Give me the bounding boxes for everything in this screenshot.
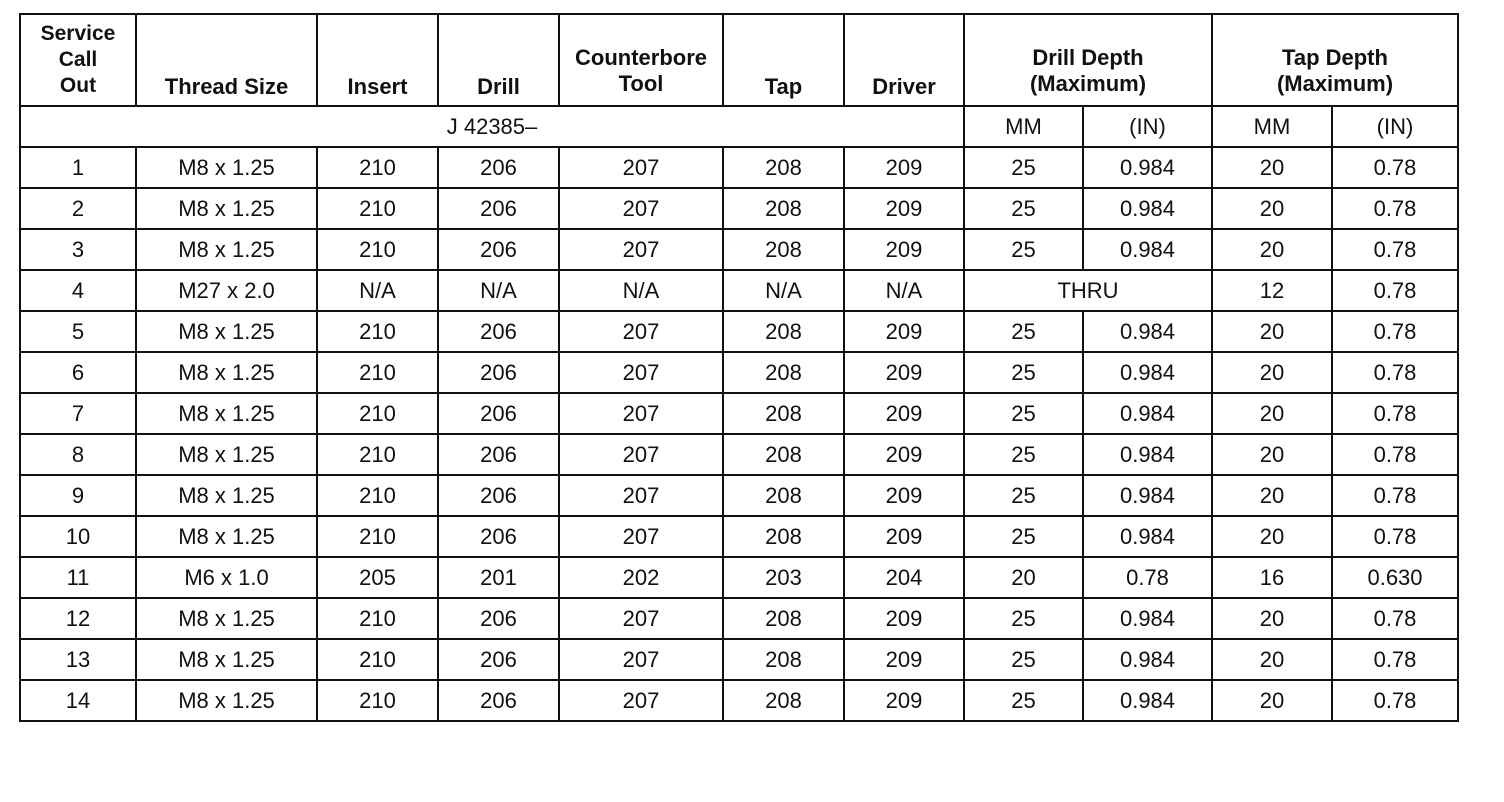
counterbore-cell: 207 bbox=[559, 434, 723, 475]
table-row bbox=[20, 680, 1458, 721]
drill-depth-mm-cell: 25 bbox=[964, 516, 1083, 557]
header-driver: Driver bbox=[844, 14, 964, 106]
table-row bbox=[20, 434, 1458, 475]
tap-depth-mm-cell: 20 bbox=[1212, 434, 1332, 475]
call-out-cell: 2 bbox=[20, 188, 136, 229]
tap-depth-in-cell: 0.78 bbox=[1332, 434, 1458, 475]
call-out-cell: 12 bbox=[20, 598, 136, 639]
thread-size-cell: M8 x 1.25 bbox=[136, 434, 317, 475]
insert-cell: 210 bbox=[317, 680, 438, 721]
table-row bbox=[20, 352, 1458, 393]
call-out-cell: 9 bbox=[20, 475, 136, 516]
tap-cell: 208 bbox=[723, 434, 844, 475]
drill-cell: 206 bbox=[438, 598, 559, 639]
drill-depth-in-cell: 0.984 bbox=[1083, 639, 1212, 680]
counterbore-cell: 207 bbox=[559, 188, 723, 229]
header-service-line-2: Call bbox=[58, 48, 98, 71]
drill-cell: 206 bbox=[438, 311, 559, 352]
thread-size-cell: M27 x 2.0 bbox=[136, 270, 317, 311]
drill-cell: 206 bbox=[438, 639, 559, 680]
drill-depth-in-cell: 0.984 bbox=[1083, 352, 1212, 393]
header-tap: Tap bbox=[723, 14, 844, 106]
drill-cell: 206 bbox=[438, 229, 559, 270]
header-drill-depth-line-2: (Maximum) bbox=[1029, 71, 1147, 96]
tap-depth-in-cell: 0.78 bbox=[1332, 680, 1458, 721]
drill-depth-in-cell: 0.984 bbox=[1083, 680, 1212, 721]
insert-cell: 210 bbox=[317, 516, 438, 557]
drill-depth-in-unit: (IN) bbox=[1083, 106, 1212, 147]
table-row bbox=[20, 393, 1458, 434]
thread-size-cell: M8 x 1.25 bbox=[136, 516, 317, 557]
insert-cell: N/A bbox=[317, 270, 438, 311]
thread-size-cell: M8 x 1.25 bbox=[136, 147, 317, 188]
drill-depth-mm-cell: 25 bbox=[964, 352, 1083, 393]
header-tap-depth-line-1: Tap Depth bbox=[1282, 45, 1388, 70]
drill-depth-in-cell: 0.984 bbox=[1083, 393, 1212, 434]
thread-size-cell: M8 x 1.25 bbox=[136, 598, 317, 639]
tap-depth-in-cell: 0.78 bbox=[1332, 516, 1458, 557]
drill-depth-mm-cell: 25 bbox=[964, 188, 1083, 229]
drill-depth-mm-cell: 25 bbox=[964, 639, 1083, 680]
drill-depth-in-cell: 0.984 bbox=[1083, 516, 1212, 557]
insert-cell: 210 bbox=[317, 188, 438, 229]
call-out-cell: 10 bbox=[20, 516, 136, 557]
drill-depth-thru-cell: THRU bbox=[964, 270, 1212, 311]
table-row bbox=[20, 557, 1458, 598]
drill-cell: 206 bbox=[438, 475, 559, 516]
drill-depth-mm-cell: 25 bbox=[964, 229, 1083, 270]
tap-depth-in-cell: 0.78 bbox=[1332, 639, 1458, 680]
drill-depth-mm-cell: 25 bbox=[964, 475, 1083, 516]
drill-depth-mm-cell: 25 bbox=[964, 680, 1083, 721]
driver-cell: 209 bbox=[844, 311, 964, 352]
insert-cell: 210 bbox=[317, 598, 438, 639]
tap-depth-in-cell: 0.78 bbox=[1332, 598, 1458, 639]
header-insert: Insert bbox=[317, 14, 438, 106]
tap-cell: 208 bbox=[723, 147, 844, 188]
tap-depth-mm-cell: 12 bbox=[1212, 270, 1332, 311]
thread-size-cell: M6 x 1.0 bbox=[136, 557, 317, 598]
header-row bbox=[20, 14, 1458, 106]
tap-depth-in-cell: 0.78 bbox=[1332, 229, 1458, 270]
header-drill: Drill bbox=[438, 14, 559, 106]
driver-cell: N/A bbox=[844, 270, 964, 311]
drill-depth-in-cell: 0.984 bbox=[1083, 434, 1212, 475]
drill-cell: 206 bbox=[438, 188, 559, 229]
tap-depth-mm-cell: 20 bbox=[1212, 639, 1332, 680]
driver-cell: 209 bbox=[844, 475, 964, 516]
drill-depth-in-cell: 0.984 bbox=[1083, 147, 1212, 188]
tap-cell: 208 bbox=[723, 188, 844, 229]
driver-cell: 209 bbox=[844, 639, 964, 680]
thread-size-cell: M8 x 1.25 bbox=[136, 311, 317, 352]
tap-depth-mm-cell: 20 bbox=[1212, 188, 1332, 229]
insert-cell: 210 bbox=[317, 311, 438, 352]
drill-cell: 206 bbox=[438, 516, 559, 557]
tap-cell: 208 bbox=[723, 598, 844, 639]
drill-cell: N/A bbox=[438, 270, 559, 311]
insert-cell: 210 bbox=[317, 229, 438, 270]
tap-depth-mm-cell: 20 bbox=[1212, 311, 1332, 352]
header-tap-depth-line-2: (Maximum) bbox=[1276, 71, 1394, 96]
call-out-cell: 5 bbox=[20, 311, 136, 352]
tap-cell: 208 bbox=[723, 475, 844, 516]
header-counterbore-tool bbox=[559, 14, 723, 106]
counterbore-cell: 207 bbox=[559, 516, 723, 557]
thread-size-cell: M8 x 1.25 bbox=[136, 639, 317, 680]
call-out-cell: 6 bbox=[20, 352, 136, 393]
tap-cell: 208 bbox=[723, 393, 844, 434]
header-tap-depth bbox=[1212, 14, 1458, 106]
header-drill-depth-line-1: Drill Depth bbox=[1032, 45, 1144, 70]
drill-cell: 206 bbox=[438, 352, 559, 393]
header-thread-size: Thread Size bbox=[136, 14, 317, 106]
tap-cell: 208 bbox=[723, 229, 844, 270]
table-row bbox=[20, 229, 1458, 270]
call-out-cell: 8 bbox=[20, 434, 136, 475]
tap-depth-in-cell: 0.630 bbox=[1332, 557, 1458, 598]
drill-cell: 206 bbox=[438, 680, 559, 721]
tap-depth-mm-cell: 20 bbox=[1212, 680, 1332, 721]
thread-size-cell: M8 x 1.25 bbox=[136, 475, 317, 516]
table-row bbox=[20, 475, 1458, 516]
call-out-cell: 7 bbox=[20, 393, 136, 434]
insert-cell: 210 bbox=[317, 639, 438, 680]
counterbore-cell: 207 bbox=[559, 475, 723, 516]
drill-depth-in-cell: 0.984 bbox=[1083, 475, 1212, 516]
thread-size-cell: M8 x 1.25 bbox=[136, 188, 317, 229]
drill-depth-mm-cell: 25 bbox=[964, 147, 1083, 188]
drill-cell: 206 bbox=[438, 434, 559, 475]
drill-depth-in-cell: 0.984 bbox=[1083, 311, 1212, 352]
call-out-cell: 13 bbox=[20, 639, 136, 680]
counterbore-cell: 207 bbox=[559, 639, 723, 680]
tap-depth-mm-cell: 20 bbox=[1212, 352, 1332, 393]
counterbore-cell: 207 bbox=[559, 393, 723, 434]
table-row bbox=[20, 639, 1458, 680]
tap-depth-in-unit: (IN) bbox=[1332, 106, 1458, 147]
driver-cell: 209 bbox=[844, 598, 964, 639]
counterbore-cell: 202 bbox=[559, 557, 723, 598]
thread-size-cell: M8 x 1.25 bbox=[136, 680, 317, 721]
tap-depth-in-cell: 0.78 bbox=[1332, 270, 1458, 311]
call-out-cell: 11 bbox=[20, 557, 136, 598]
header-service-line-3: Out bbox=[59, 74, 97, 97]
driver-cell: 209 bbox=[844, 188, 964, 229]
counterbore-cell: N/A bbox=[559, 270, 723, 311]
driver-cell: 209 bbox=[844, 434, 964, 475]
driver-cell: 209 bbox=[844, 352, 964, 393]
tap-depth-in-cell: 0.78 bbox=[1332, 188, 1458, 229]
counterbore-cell: 207 bbox=[559, 598, 723, 639]
drill-cell: 201 bbox=[438, 557, 559, 598]
drill-depth-mm-cell: 25 bbox=[964, 434, 1083, 475]
drill-depth-in-cell: 0.984 bbox=[1083, 598, 1212, 639]
tap-depth-mm-cell: 20 bbox=[1212, 475, 1332, 516]
tap-depth-in-cell: 0.78 bbox=[1332, 311, 1458, 352]
tap-depth-mm-cell: 20 bbox=[1212, 516, 1332, 557]
counterbore-cell: 207 bbox=[559, 680, 723, 721]
call-out-cell: 1 bbox=[20, 147, 136, 188]
call-out-cell: 3 bbox=[20, 229, 136, 270]
tap-depth-mm-cell: 20 bbox=[1212, 393, 1332, 434]
drill-depth-mm-cell: 25 bbox=[964, 598, 1083, 639]
tap-cell: 203 bbox=[723, 557, 844, 598]
tap-depth-mm-cell: 16 bbox=[1212, 557, 1332, 598]
tap-depth-in-cell: 0.78 bbox=[1332, 147, 1458, 188]
driver-cell: 209 bbox=[844, 393, 964, 434]
counterbore-cell: 207 bbox=[559, 352, 723, 393]
insert-cell: 210 bbox=[317, 475, 438, 516]
drill-depth-in-cell: 0.984 bbox=[1083, 229, 1212, 270]
table-row bbox=[20, 516, 1458, 557]
driver-cell: 209 bbox=[844, 229, 964, 270]
call-out-cell: 14 bbox=[20, 680, 136, 721]
drill-cell: 206 bbox=[438, 393, 559, 434]
tap-cell: N/A bbox=[723, 270, 844, 311]
table-body bbox=[20, 147, 1458, 721]
tap-cell: 208 bbox=[723, 680, 844, 721]
counterbore-cell: 207 bbox=[559, 311, 723, 352]
drill-cell: 206 bbox=[438, 147, 559, 188]
insert-cell: 210 bbox=[317, 147, 438, 188]
driver-cell: 209 bbox=[844, 147, 964, 188]
table-row bbox=[20, 188, 1458, 229]
insert-cell: 205 bbox=[317, 557, 438, 598]
counterbore-cell: 207 bbox=[559, 147, 723, 188]
table-row bbox=[20, 311, 1458, 352]
tap-depth-mm-unit: MM bbox=[1212, 106, 1332, 147]
tap-depth-in-cell: 0.78 bbox=[1332, 475, 1458, 516]
thread-repair-table bbox=[19, 13, 1459, 722]
tap-depth-mm-cell: 20 bbox=[1212, 229, 1332, 270]
driver-cell: 204 bbox=[844, 557, 964, 598]
tap-depth-mm-cell: 20 bbox=[1212, 147, 1332, 188]
header-counterbore-line-1: Counterbore bbox=[575, 45, 707, 70]
header-drill-depth bbox=[964, 14, 1212, 106]
header-service-line-1: Service bbox=[40, 22, 116, 45]
tap-cell: 208 bbox=[723, 639, 844, 680]
tap-cell: 208 bbox=[723, 352, 844, 393]
table-row bbox=[20, 598, 1458, 639]
tap-depth-in-cell: 0.78 bbox=[1332, 352, 1458, 393]
drill-depth-in-cell: 0.78 bbox=[1083, 557, 1212, 598]
drill-depth-mm-cell: 25 bbox=[964, 393, 1083, 434]
header-service-call-out bbox=[20, 14, 136, 106]
thread-size-cell: M8 x 1.25 bbox=[136, 393, 317, 434]
drill-depth-mm-cell: 20 bbox=[964, 557, 1083, 598]
insert-cell: 210 bbox=[317, 393, 438, 434]
drill-depth-mm-unit: MM bbox=[964, 106, 1083, 147]
driver-cell: 209 bbox=[844, 516, 964, 557]
counterbore-cell: 207 bbox=[559, 229, 723, 270]
tap-depth-mm-cell: 20 bbox=[1212, 598, 1332, 639]
table-row bbox=[20, 270, 1458, 311]
tap-depth-in-cell: 0.78 bbox=[1332, 393, 1458, 434]
call-out-cell: 4 bbox=[20, 270, 136, 311]
thread-size-cell: M8 x 1.25 bbox=[136, 352, 317, 393]
thread-size-cell: M8 x 1.25 bbox=[136, 229, 317, 270]
drill-depth-in-cell: 0.984 bbox=[1083, 188, 1212, 229]
insert-cell: 210 bbox=[317, 434, 438, 475]
subheader-row bbox=[20, 106, 1458, 147]
drill-depth-mm-cell: 25 bbox=[964, 311, 1083, 352]
driver-cell: 209 bbox=[844, 680, 964, 721]
table-row bbox=[20, 147, 1458, 188]
insert-cell: 210 bbox=[317, 352, 438, 393]
tap-cell: 208 bbox=[723, 311, 844, 352]
header-counterbore-line-2: Tool bbox=[618, 71, 664, 96]
tool-number-prefix: J 42385– bbox=[20, 106, 964, 147]
tap-cell: 208 bbox=[723, 516, 844, 557]
